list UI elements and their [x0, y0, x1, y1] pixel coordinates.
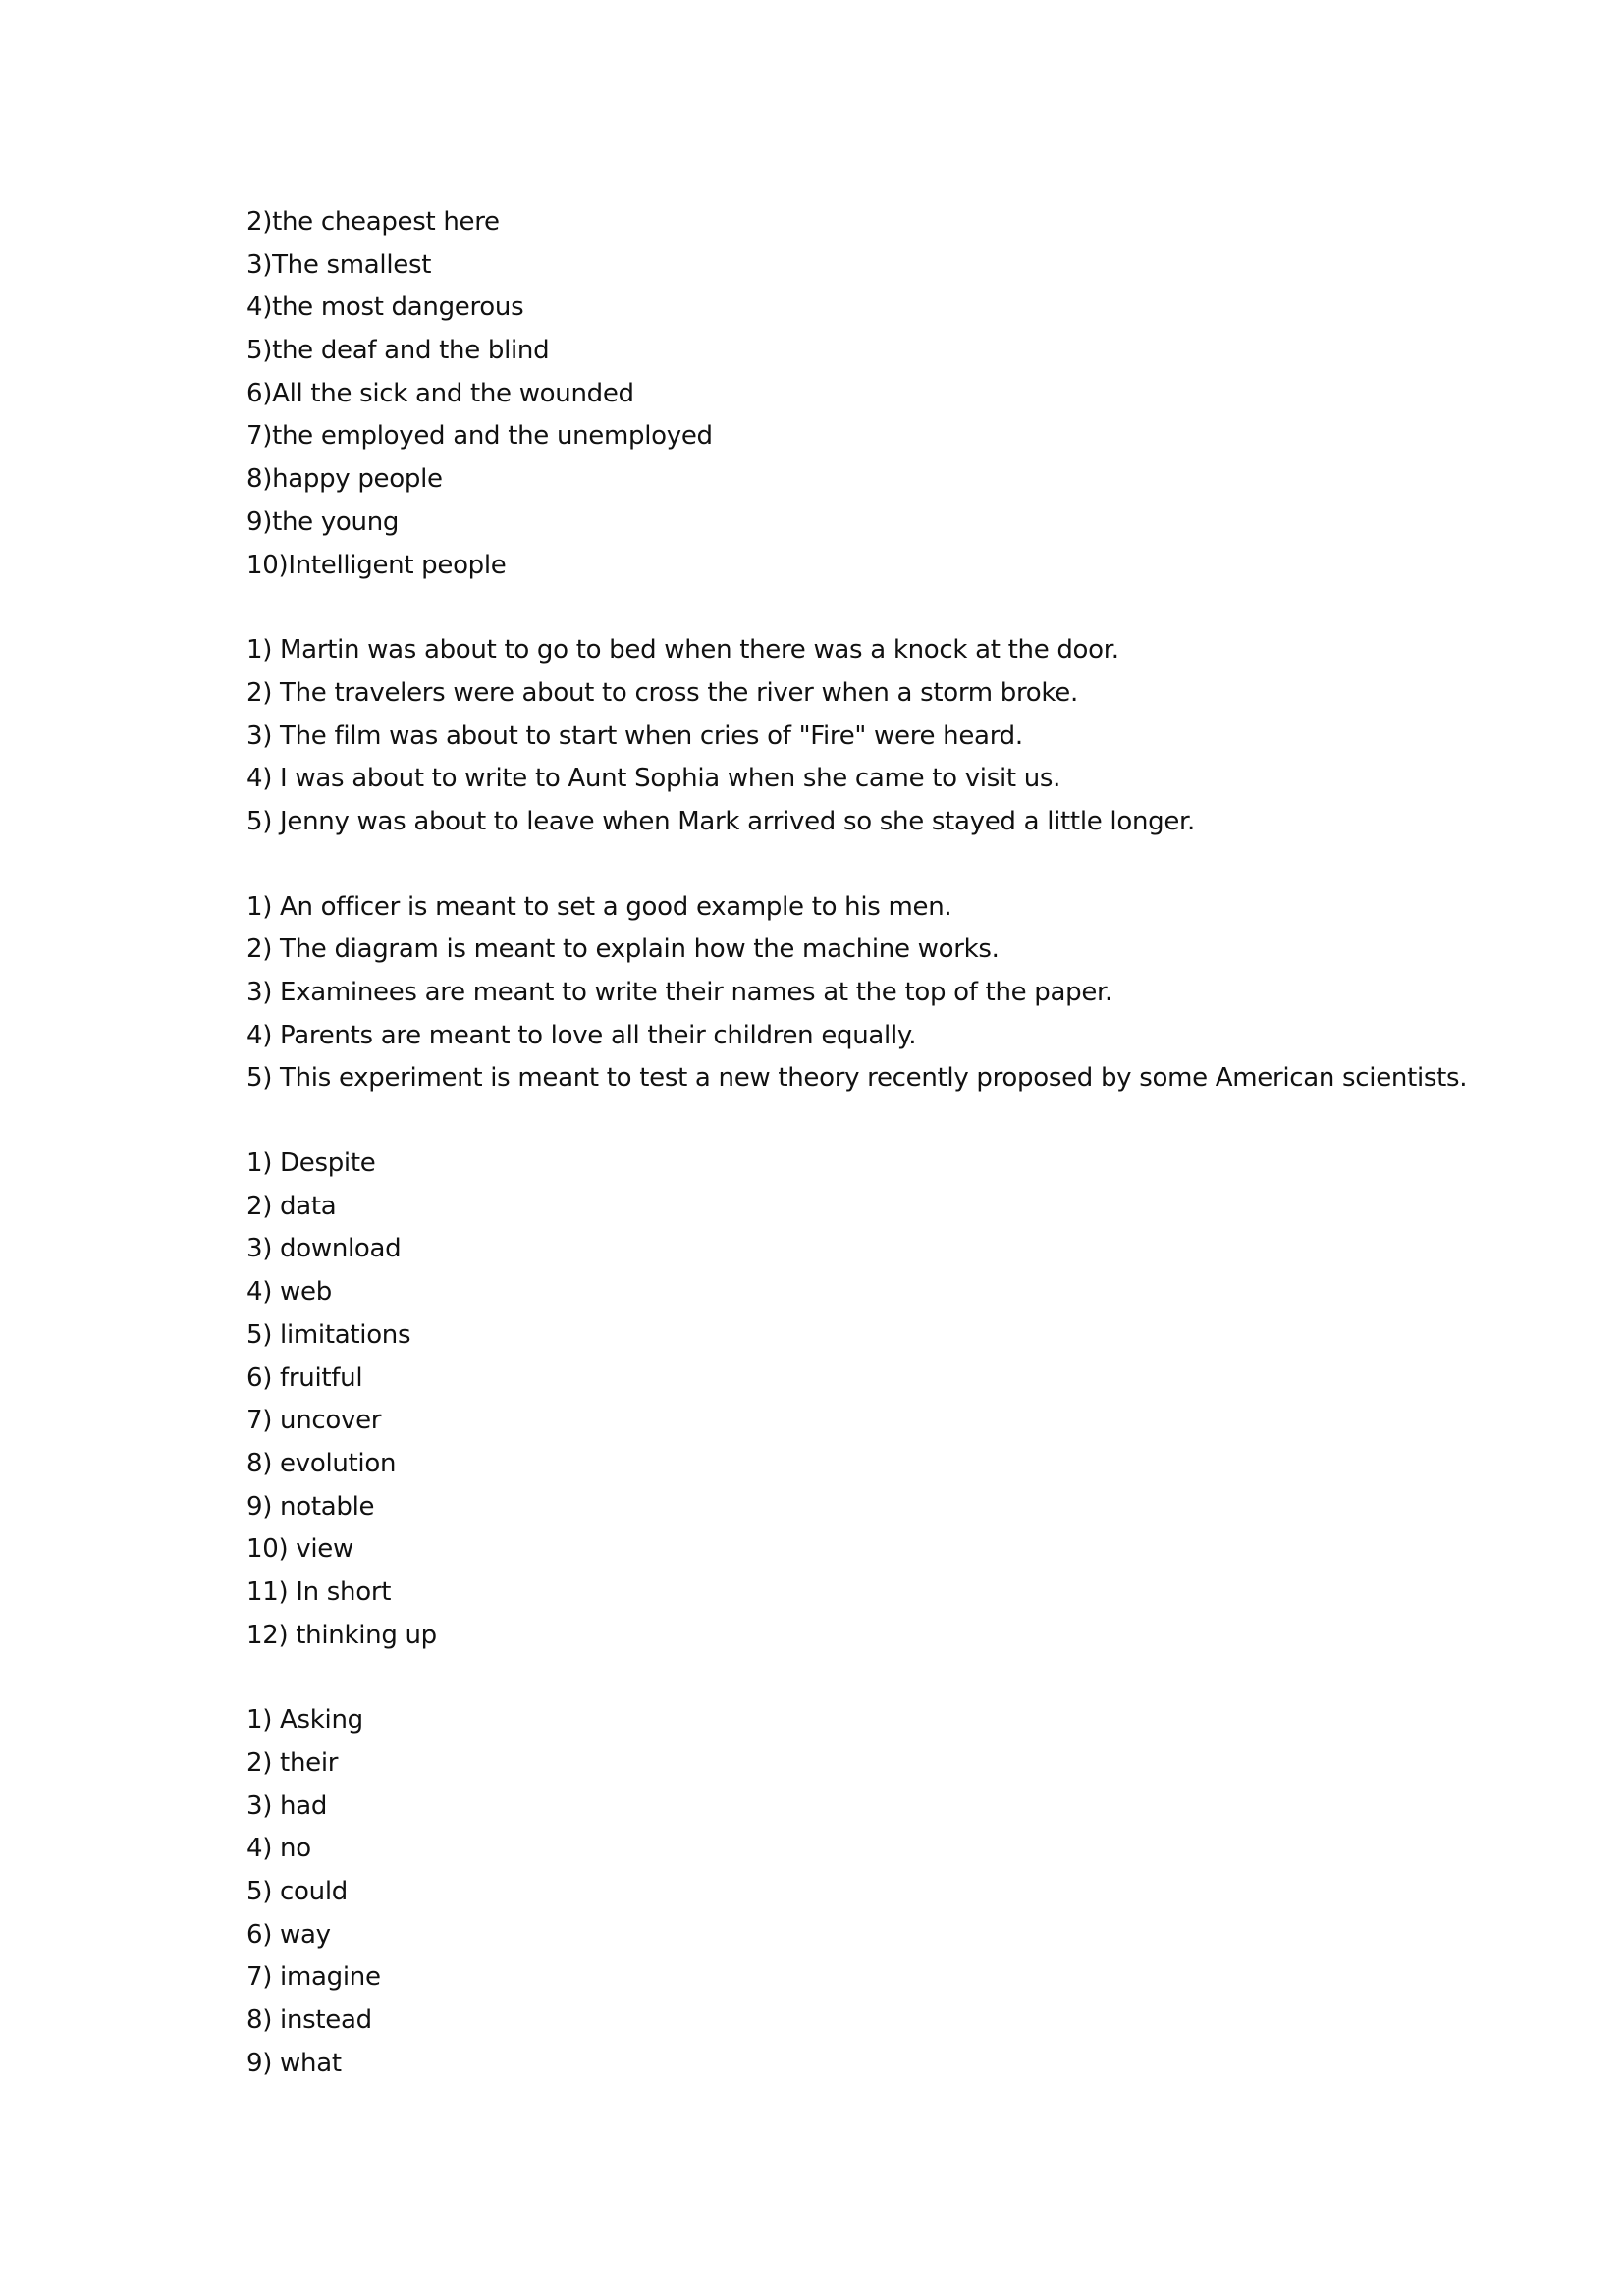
answer-line: 2) The diagram is meant to explain how the machine works.: [246, 934, 1000, 965]
answer-line: 8)happy people: [246, 464, 443, 495]
answer-line: 1) Asking: [246, 1705, 363, 1735]
section-4: [246, 1143, 1474, 1657]
section-2: [246, 629, 1474, 843]
answer-line: 5) This experiment is meant to test a new theory recently proposed by some American scientists.: [246, 1063, 1468, 1094]
answer-line: 6) fruitful: [246, 1362, 363, 1393]
answer-sheet: [246, 201, 1474, 2128]
answer-line: 1) Despite: [246, 1148, 376, 1179]
answer-line: 4) Parents are meant to love all their children equally.: [246, 1020, 917, 1050]
answer-line: 4)the most dangerous: [246, 293, 524, 323]
answer-line: 2) their: [246, 1748, 339, 1778]
answer-line: 2)the cheapest here: [246, 207, 500, 237]
answer-line: 8) evolution: [246, 1448, 397, 1478]
section-3: [246, 886, 1474, 1100]
answer-line: 3) had: [246, 1790, 328, 1821]
answer-line: 9) notable: [246, 1491, 375, 1522]
answer-line: 4) no: [246, 1834, 311, 1864]
answer-line: 7)the employed and the unemployed: [246, 421, 713, 452]
answer-line: 3) The film was about to start when cries of "Fire" were heard.: [246, 721, 1023, 751]
answer-line: 10) view: [246, 1534, 353, 1565]
answer-line: 6)All the sick and the wounded: [246, 378, 634, 408]
answer-line: 2) The travelers were about to cross the river when a storm broke.: [246, 677, 1078, 708]
answer-line: 5) limitations: [246, 1319, 411, 1350]
answer-line: 9)the young: [246, 507, 400, 537]
answer-line: 5) Jenny was about to leave when Mark arrived so she stayed a little longer.: [246, 806, 1195, 836]
section-1: [246, 201, 1474, 587]
answer-line: 1) Martin was about to go to bed when there was a knock at the door.: [246, 635, 1119, 666]
answer-line: 4) web: [246, 1277, 332, 1308]
answer-line: 4) I was about to write to Aunt Sophia when she came to visit us.: [246, 764, 1061, 794]
answer-line: 6) way: [246, 1919, 331, 1949]
answer-line: 3) download: [246, 1234, 402, 1264]
answer-line: 7) imagine: [246, 1962, 381, 1993]
section-5: [246, 1699, 1474, 2085]
answer-line: 10)Intelligent people: [246, 550, 507, 580]
answer-line: 5) could: [246, 1877, 348, 1907]
answer-line: 3) Examinees are meant to write their names at the top of the paper.: [246, 978, 1112, 1007]
answer-line: 7) uncover: [246, 1406, 382, 1436]
answer-line: 1) An officer is meant to set a good example to his men.: [246, 891, 952, 922]
answer-line: 3)The smallest: [246, 249, 432, 280]
answer-line: 5)the deaf and the blind: [246, 336, 550, 366]
answer-line: 9) what: [246, 2048, 342, 2078]
answer-line: 8) instead: [246, 2005, 372, 2036]
answer-line: 2) data: [246, 1191, 337, 1221]
answer-line: 12) thinking up: [246, 1620, 437, 1650]
answer-line: 11) In short: [246, 1576, 392, 1607]
